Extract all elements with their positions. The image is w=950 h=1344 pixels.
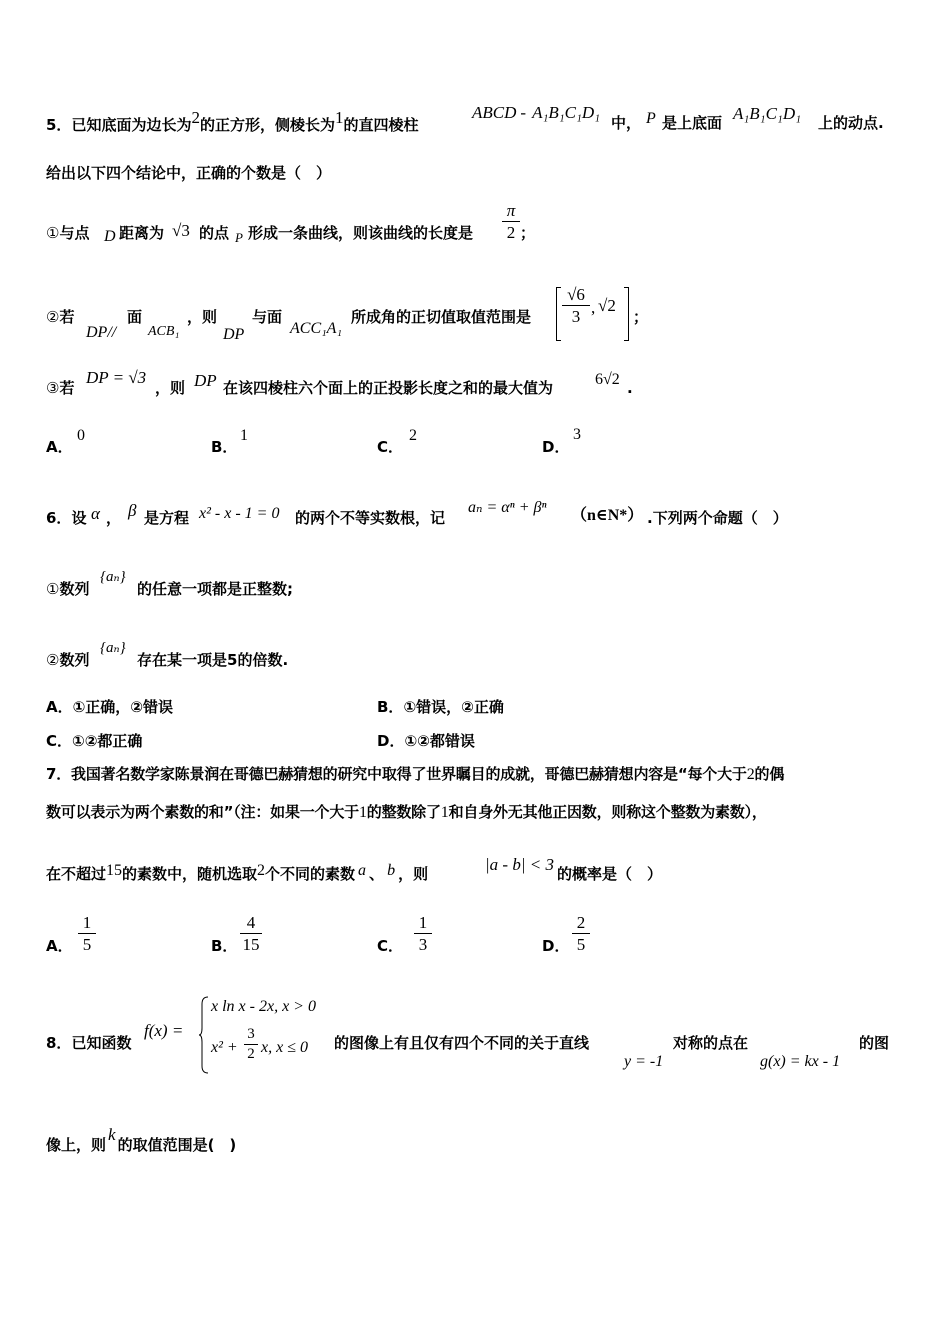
q5-line-1c (662, 116, 722, 131)
math: P (235, 230, 243, 245)
math: ACB₁ (148, 324, 180, 339)
q8-line-2 (46, 1125, 237, 1154)
q5-statement-1 (46, 226, 89, 242)
q7-option-a[interactable] (46, 939, 73, 954)
text: 是上底面 (662, 114, 723, 132)
text: .下列两个命题（ ） (647, 509, 788, 527)
q7-option-a-fraction (78, 914, 96, 953)
q8-number: 8． (46, 1034, 72, 1052)
text: 在该四棱柱六个面上的正投影长度之和的最大值为 (223, 379, 554, 397)
q5-statement-1d (248, 226, 473, 241)
text: 的偶 (754, 765, 785, 783)
text: 与点 (59, 224, 90, 242)
q5-line-2: 给出以下四个结论中，正确的个数是（ ） (46, 164, 332, 182)
option-label: D． (377, 732, 405, 750)
math: aₙ = αⁿ + βⁿ (468, 499, 547, 516)
text: 的任意一项都是正整数; (137, 580, 293, 598)
fraction-den: 5 (82, 935, 92, 954)
text: 距离为 (119, 224, 165, 242)
option-value: ①②都错误 (404, 732, 475, 750)
math: |a - b| < 3 (485, 855, 554, 874)
text: 、 (369, 865, 385, 883)
q5-option-c[interactable] (377, 440, 403, 455)
text: 所成角的正切值取值范围是 (351, 308, 532, 326)
fraction-den: 3 (571, 307, 581, 326)
option-label: D． (542, 937, 570, 955)
text: ； (633, 308, 649, 326)
q7-line-3 (46, 862, 429, 883)
q5-statement-1c (199, 226, 229, 241)
q7-option-b-fraction (240, 914, 262, 953)
fraction-den: 5 (576, 935, 586, 954)
q7-option-c-fraction (414, 914, 432, 953)
option-label: A． (46, 937, 73, 955)
fraction-bar (572, 933, 590, 934)
right-bracket (624, 287, 629, 341)
text: 的两个不等实数根，记 (295, 509, 446, 527)
text: 数列 (59, 651, 90, 669)
text: ③ (46, 381, 60, 397)
math: （n∈N*） (571, 507, 644, 524)
text: 的取值范围是( ) (117, 1136, 237, 1154)
option-label: B． (211, 937, 238, 955)
text: 是方程 (144, 509, 190, 527)
math: , (591, 298, 596, 317)
math: x² - x - 1 = 0 (199, 505, 280, 522)
fraction-den: 2 (506, 223, 516, 242)
text: ① (46, 226, 60, 242)
text: 的正方形，侧棱长为 (199, 116, 335, 134)
fraction-den: 3 (418, 935, 428, 954)
math: √3 (172, 221, 190, 240)
math: y = -1 (624, 1053, 664, 1070)
left-bracket (556, 287, 561, 341)
text: ，则 (398, 865, 429, 883)
q7-line-2 (46, 805, 767, 821)
q6-option-d[interactable] (377, 734, 475, 749)
text: 的素数中，随机选取 (122, 865, 258, 883)
text: 的点 (199, 224, 230, 242)
math: x, x ≤ 0 (261, 1039, 308, 1056)
math: DP = √3 (86, 368, 147, 387)
fraction-num: 1 (82, 913, 92, 932)
math: α (91, 504, 100, 523)
option-label: C． (377, 937, 404, 955)
math: D (104, 228, 116, 245)
text: 上的动点. (818, 114, 884, 132)
text: 存在某一项是5的倍数. (137, 651, 289, 669)
math: √2 (598, 296, 616, 315)
math: 1 (334, 108, 344, 127)
math: x ln x - 2x, x > 0 (211, 998, 316, 1015)
math: 1 (440, 804, 449, 821)
math: DP (223, 326, 245, 343)
q5-prism-name (472, 104, 600, 121)
fraction-den: 15 (242, 935, 260, 954)
option-label: C． (46, 732, 73, 750)
text: 的图 (859, 1034, 890, 1052)
q6-number: 6． (46, 509, 72, 527)
text: 对称的点在 (673, 1034, 749, 1052)
text: 数列 (59, 580, 90, 598)
text: 的概率是（ ） (557, 865, 663, 883)
fraction-num: 3 (247, 1026, 255, 1042)
q5-line-1 (46, 108, 419, 134)
math: 2 (746, 766, 755, 783)
math: A₁B₁C₁D₁ (733, 104, 802, 123)
option-label: B． (377, 698, 404, 716)
math: 6√2 (595, 371, 620, 388)
math: DP// (86, 324, 117, 341)
text: 与面 (252, 308, 283, 326)
fraction-bar (414, 933, 432, 934)
q5-option-a[interactable] (46, 440, 73, 455)
fraction-num: √6 (567, 285, 585, 304)
q5-statement-1b (119, 226, 164, 241)
math: a (358, 862, 367, 879)
fraction-num: π (506, 201, 516, 220)
text: 若 (59, 379, 75, 397)
q7-option-c[interactable] (377, 939, 403, 954)
q5-statement-2 (46, 310, 74, 326)
sqrt6-over-3-fraction (562, 286, 590, 325)
q6-statement-1 (46, 582, 89, 598)
math: {aₙ} (100, 569, 126, 585)
math: β (128, 501, 137, 520)
q8-line-1 (46, 1036, 131, 1051)
fraction-den: 2 (247, 1046, 255, 1062)
text: ，则 (187, 308, 218, 326)
option-value: 2 (409, 427, 417, 444)
q6-line-1 (46, 511, 86, 526)
q6-option-b[interactable] (377, 700, 504, 715)
three-halves-fraction (244, 1027, 258, 1062)
option-label: A． (46, 698, 73, 716)
option-label: A． (46, 438, 73, 456)
q7-number: 7． (46, 765, 72, 783)
option-label: D． (542, 438, 570, 456)
fraction-bar (240, 933, 262, 934)
fraction-bar (502, 221, 520, 222)
fraction-bar (562, 305, 590, 306)
math: 15 (106, 862, 123, 879)
q7-option-b[interactable] (211, 939, 237, 954)
q7-option-d[interactable] (542, 939, 569, 954)
text: 的整数除了 (366, 803, 441, 821)
math: DP (194, 371, 217, 390)
text: 面 (127, 308, 143, 326)
text: 的直四棱柱 (343, 116, 419, 134)
text: 在不超过 (46, 865, 107, 883)
text: 中， (611, 114, 642, 132)
q6-statement-2 (46, 653, 89, 669)
q7-option-d-fraction (572, 914, 590, 953)
math: 1 (358, 804, 367, 821)
text: ，则 (155, 379, 186, 397)
option-label: C． (377, 438, 404, 456)
option-label: B． (211, 438, 238, 456)
text: 已知底面为边长为 (71, 116, 192, 134)
math: - (520, 103, 527, 122)
text: ， (106, 509, 122, 527)
text: ② (46, 653, 60, 669)
text: 像上，则 (46, 1136, 107, 1154)
math: b (387, 862, 396, 879)
text: 已知函数 (71, 1034, 132, 1052)
text: . (627, 379, 633, 397)
math: k (108, 1125, 116, 1144)
text: 形成一条曲线，则该曲线的长度是 (248, 224, 474, 242)
text: 我国著名数学家陈景润在哥德巴赫猜想的研究中取得了世界瞩目的成就，哥德巴赫猜想内容是“每个大于 (71, 765, 747, 783)
q5-line-1b (611, 116, 641, 131)
text: 的图像上有且仅有四个不同的关于直线 (334, 1034, 590, 1052)
fraction-num: 1 (418, 913, 428, 932)
option-value: ①错误，②正确 (403, 698, 504, 716)
math: A₁B₁C₁D₁ (532, 103, 601, 122)
math: f(x) = (144, 1021, 184, 1040)
math: ABCD (472, 103, 517, 122)
math: g(x) = kx - 1 (760, 1053, 841, 1070)
option-value: 3 (573, 426, 581, 443)
option-value: ①②都正确 (72, 732, 143, 750)
q6-option-a[interactable] (46, 700, 173, 715)
q5-number: 5． (46, 116, 72, 134)
text: ； (520, 224, 536, 242)
fraction-num: 2 (576, 913, 586, 932)
text: 和自身外无其他正因数，则称这个整数为素数）， (448, 803, 767, 821)
math: {aₙ} (100, 640, 126, 656)
math: 2 (191, 108, 200, 127)
math: ACC₁A₁ (290, 320, 343, 337)
math: x² + (211, 1039, 238, 1056)
math: P (646, 110, 656, 127)
text: 若 (59, 308, 75, 326)
q5-statement-3 (46, 381, 74, 397)
option-value: ①正确，②错误 (72, 698, 174, 716)
piecewise-brace (198, 996, 210, 1074)
text: 数可以表示为两个素数的和”（注：如果一个大于 (46, 803, 359, 821)
fraction-num: 4 (246, 913, 256, 932)
q7-line-1 (46, 767, 784, 783)
option-value: 0 (77, 427, 85, 444)
fraction-bar (78, 933, 96, 934)
text: 个不同的素数 (265, 865, 356, 883)
option-value: 1 (240, 427, 248, 444)
text: ① (46, 582, 60, 598)
q5-option-d[interactable] (542, 440, 569, 455)
math: 2 (257, 862, 266, 879)
text: ② (46, 310, 60, 326)
q5-option-b[interactable] (211, 440, 237, 455)
fraction-bar (244, 1044, 258, 1045)
q6-option-c[interactable] (46, 734, 142, 749)
q5-line-1d (818, 116, 884, 131)
pi-over-2-fraction (502, 202, 520, 241)
text: 设 (71, 509, 87, 527)
